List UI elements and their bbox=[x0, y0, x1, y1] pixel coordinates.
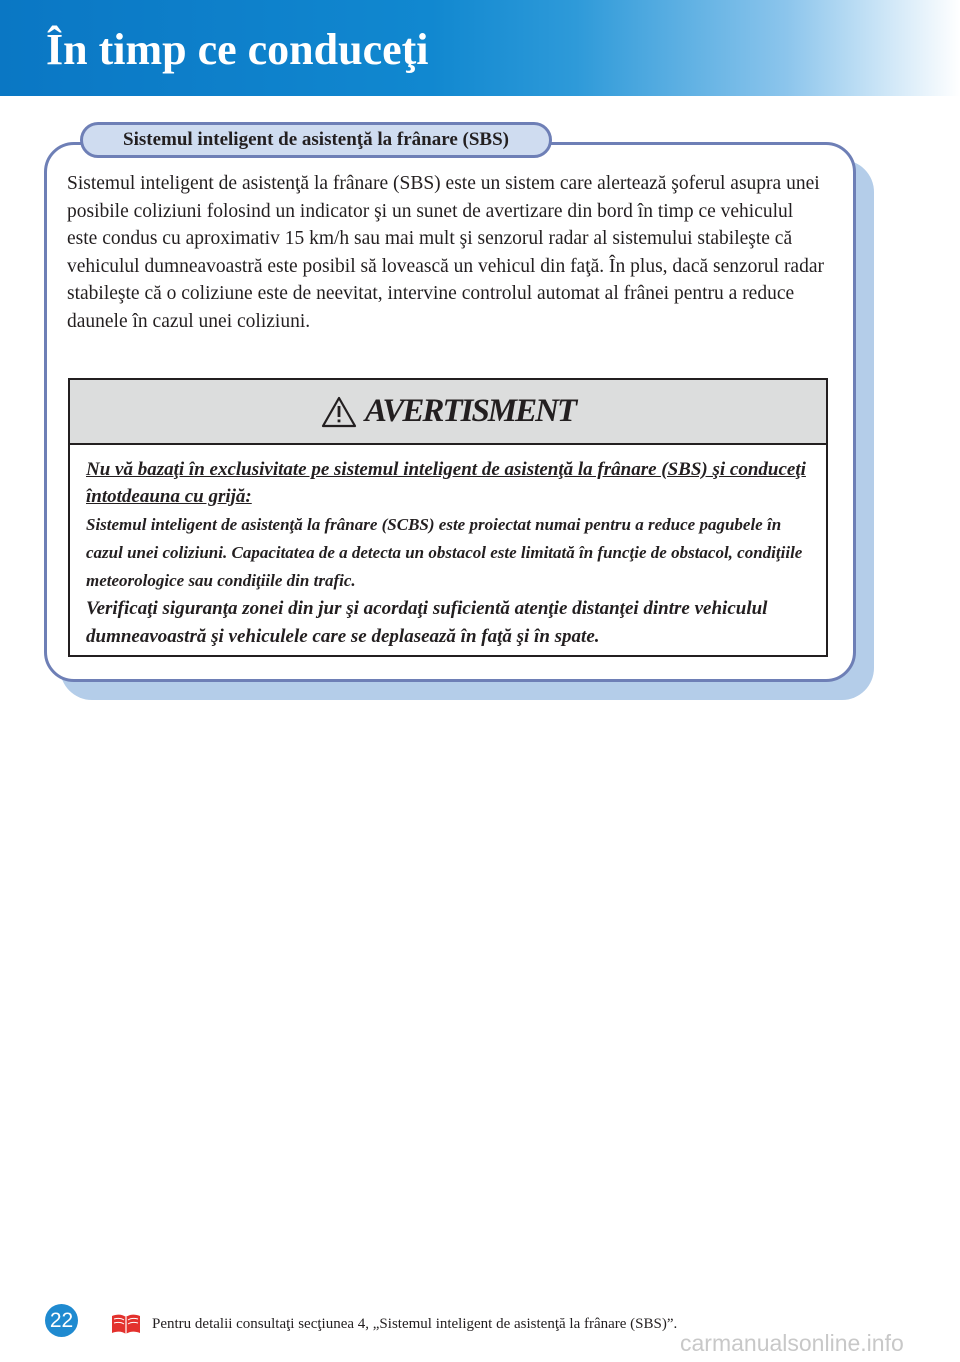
section-tab-label: Sistemul inteligent de asistenţă la frânare (SBS) bbox=[123, 129, 509, 150]
footer-reference-note: Pentru detalii consultaţi secţiunea 4, „Sistemul inteligent de asistenţă la frânare (SBS)”. bbox=[152, 1316, 678, 1332]
page-number-badge bbox=[45, 1304, 78, 1337]
page-header bbox=[0, 0, 960, 96]
warning-text-2: Verificaţi siguranţa zonei din jur şi acordaţi suficientă atenţie distanţei dintre vehiculul dumneavoastră şi vehiculele care se deplasează în faţă şi în spate. bbox=[86, 598, 768, 647]
watermark-text: carmanualsonline.info bbox=[680, 1330, 904, 1356]
warning-body bbox=[86, 456, 816, 651]
book-icon bbox=[110, 1312, 142, 1336]
warning-box bbox=[68, 378, 828, 657]
warning-title: AVERTISMENT bbox=[364, 393, 576, 429]
section-tab bbox=[80, 122, 552, 158]
page-title: În timp ce conduceţi bbox=[46, 25, 429, 74]
warning-triangle-icon bbox=[321, 396, 357, 428]
section-intro-text: Sistemul inteligent de asistenţă la frânare (SBS) este un sistem care alertează şoferul asupra unei posibile coliziuni folosind un indicator şi un sunet de avertizare din bord în timp ce vehiculul este condus cu aproximativ 15 km/h sau mai mult şi senzorul radar al sistemului stabileşte că vehiculul dumneavoastră este posibil să lovească un vehicul din faţă. În plus, dacă senzorul radar stabileşte că o coliziune este de neevitat, intervine controlul automat al frânei pentru a reduce daunele în cazul unei coliziuni. bbox=[67, 173, 824, 332]
warning-lead: Nu vă bazaţi în exclusivitate pe sistemul inteligent de asistenţă la frânare (SBS) şi conduceţi întotdeauna cu grijă: bbox=[86, 459, 806, 507]
page-number: 22 bbox=[49, 1308, 74, 1332]
warning-header bbox=[70, 380, 826, 445]
warning-text: Sistemul inteligent de asistenţă la frânare (SCBS) este proiectat numai pentru a reduce pagubele în cazul unei coliziuni. Capacitatea de a detecta un obstacol este limitată în funcţie de obstacol, condiţiile meteorologice sau condiţiile din trafic. bbox=[86, 515, 803, 590]
